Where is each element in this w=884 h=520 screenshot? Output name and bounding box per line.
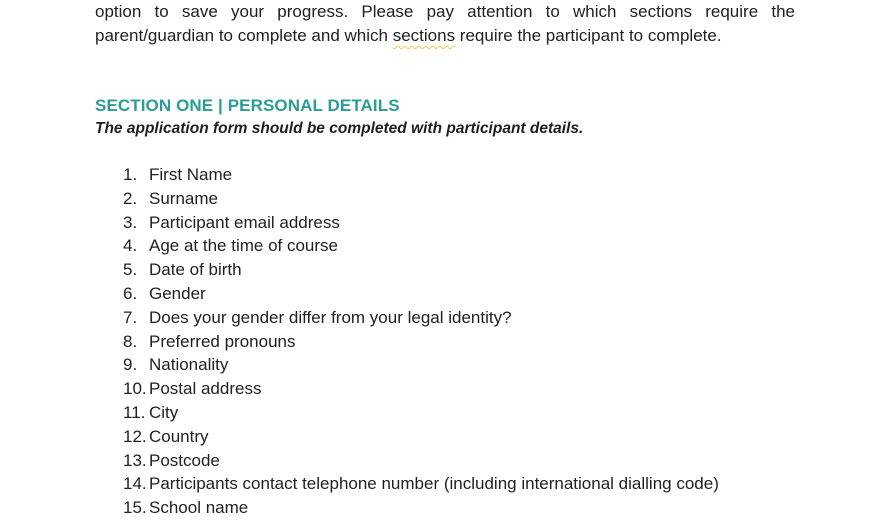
list-item <box>123 306 783 330</box>
list-item-number: 5. <box>123 260 138 280</box>
list-item-label: Surname <box>149 188 218 208</box>
intro-line-2-start: parent/guardian to complete and which <box>95 26 393 45</box>
list-item-label: Does your gender differ from your legal identity? <box>149 307 512 327</box>
list-item-label: Gender <box>149 283 206 303</box>
list-item-label: Postal address <box>149 379 262 399</box>
list-item <box>123 353 783 377</box>
list-item <box>123 425 783 449</box>
list-item-label: Country <box>149 426 209 446</box>
list-item-label: Postcode <box>149 450 220 470</box>
spellcheck-flagged-word[interactable]: sections <box>392 26 456 45</box>
list-item-number: 4. <box>123 236 138 256</box>
list-item-number: 9. <box>123 355 138 375</box>
list-item-label: Participants contact telephone number (including international dialling code) <box>149 474 719 494</box>
document-page <box>95 0 795 518</box>
list-item <box>123 234 783 258</box>
list-item-label: Date of birth <box>149 260 242 280</box>
list-item <box>123 472 783 496</box>
list-item-number: 14. <box>123 474 147 494</box>
list-item <box>123 377 783 401</box>
intro-line-2 <box>95 24 795 48</box>
list-item-number: 3. <box>123 212 138 232</box>
list-item-label: Nationality <box>149 355 229 375</box>
list-item <box>123 401 783 425</box>
intro-line-1: option to save your progress. Please pay attention to which sections require the <box>95 2 795 21</box>
list-item-number: 12. <box>123 426 147 446</box>
list-item <box>123 187 783 211</box>
list-item-label: Age at the time of course <box>149 236 338 256</box>
list-item-label: City <box>149 402 179 422</box>
list-item-number: 7. <box>123 307 138 327</box>
section-heading: SECTION ONE | PERSONAL DETAILS <box>95 96 400 115</box>
list-item-number: 2. <box>123 188 138 208</box>
list-item-number: 15. <box>123 498 147 518</box>
list-item <box>123 282 783 306</box>
list-item-number: 6. <box>123 283 138 303</box>
field-list <box>123 163 783 520</box>
intro-paragraph <box>95 0 795 48</box>
section-subtitle: The application form should be completed with participant details. <box>95 120 584 137</box>
list-item-number: 8. <box>123 331 138 351</box>
list-item <box>123 449 783 473</box>
list-item-number: 10. <box>123 379 147 399</box>
list-item <box>123 496 783 520</box>
list-item-label: Participant email address <box>149 212 340 232</box>
list-item-label: Preferred pronouns <box>149 331 296 351</box>
list-item <box>123 258 783 282</box>
list-item-number: 13. <box>123 450 147 470</box>
list-item-label: First Name <box>149 165 233 184</box>
list-item-number: 11. <box>123 402 146 422</box>
list-item-label: School name <box>149 498 249 518</box>
intro-line-2-end: require the participant to complete. <box>455 26 722 45</box>
list-item <box>123 163 783 187</box>
list-item-number: 1. <box>123 165 138 184</box>
list-item <box>123 330 783 354</box>
list-item <box>123 211 783 235</box>
